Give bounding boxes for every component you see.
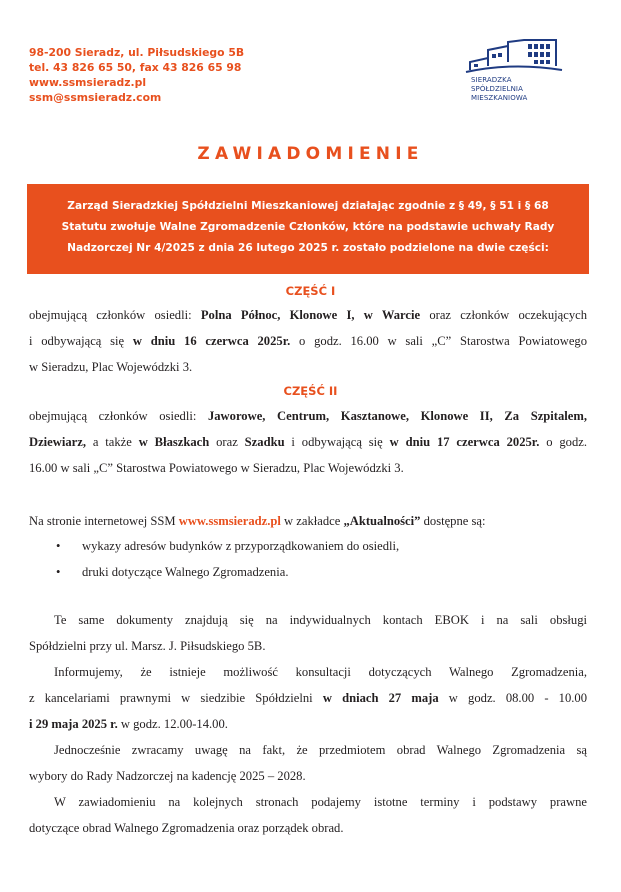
part-1-heading: CZĘŚĆ I xyxy=(285,284,336,298)
company-logo xyxy=(462,36,572,112)
paragraph-line: Spółdzielni przy ul. Marsz. J. Piłsudskiego 5B. xyxy=(29,639,266,653)
ssm-website-link[interactable]: www.ssmsieradz.pl xyxy=(178,514,281,528)
paragraph-line: z kancelariami prawnymi w siedzibie Spółdzielni w dniach 27 maja w godz. 08.00 - 10.00 xyxy=(29,691,588,705)
part-2-heading: CZĘŚĆ II xyxy=(283,384,338,398)
website-link[interactable]: www.ssmsieradz.pl xyxy=(29,76,147,89)
part-1-text xyxy=(29,302,587,380)
logo-line-2: SPÓŁDZIELNIA xyxy=(471,84,523,93)
banner-line-2: Statutu zwołuje Walne Zgromadzenie Członków, które na podstawie uchwały Rady xyxy=(61,221,555,233)
paragraph-line: dotyczące obrad Walnego Zgromadzenia oraz porządek obrad. xyxy=(29,821,344,835)
paragraph-elections xyxy=(29,737,587,789)
logo-line-1: SIERADZKA xyxy=(471,76,512,84)
banner-line-3: Nadzorczej Nr 4/2025 z dnia 26 lutego 2025 r. zostało podzielone na dwie części: xyxy=(67,242,549,254)
paragraph-next-pages xyxy=(29,789,587,841)
paragraph-line: wybory do Rady Nadzorczej na kadencję 2025 – 2028. xyxy=(29,769,306,783)
paragraph-ebok xyxy=(29,607,587,659)
part-1-line-3: w Sieradzu, Plac Wojewódzki 3. xyxy=(29,360,193,374)
logo-line-3: MIESZKANIOWA xyxy=(471,93,528,102)
part-2-line-3: 16.00 w sali „C” Starostwa Powiatowego w Sieradzu, Plac Wojewódzki 3. xyxy=(29,461,404,475)
email-link[interactable]: ssm@ssmsieradz.com xyxy=(29,91,162,104)
part-1-line-1: obejmującą członków osiedli: Polna Północ, Klonowe I, w Warcie oraz członków oczekujących xyxy=(29,308,587,322)
intro-banner xyxy=(27,184,589,274)
paragraph-line: Jednocześnie zwracamy uwagę na fakt, że przedmiotem obrad Walnego Zgromadzenia są xyxy=(54,743,587,757)
list-item: • druki dotyczące Walnego Zgromadzenia. xyxy=(56,565,289,579)
part-2-line-2: Dziewiarz, a także w Błaszkach oraz Szadku i odbywającą się w dniu 17 czerwca 2025r. o godz. xyxy=(29,435,588,449)
part-2-text xyxy=(29,403,587,481)
website-info-line: Na stronie internetowej SSM www.ssmsieradz.pl w zakładce „Aktualności” dostępne są: xyxy=(29,514,486,528)
page-title: ZAWIADOMIENIE xyxy=(197,144,424,164)
paragraph-consultation xyxy=(29,659,587,737)
list-item: • wykazy adresów budynków z przyporządkowaniem do osiedli, xyxy=(56,539,400,553)
paragraph-line: Informujemy, że istnieje możliwość konsultacji dotyczących Walnego Zgromadzenia, xyxy=(54,665,587,679)
part-1-line-2: i odbywającą się w dniu 16 czerwca 2025r. o godz. 16.00 w sali „C” Starostwa Powiatowego xyxy=(29,334,588,348)
paragraph-line: i 29 maja 2025 r. w godz. 12.00-14.00. xyxy=(29,717,228,731)
paragraph-line: W zawiadomieniu na kolejnych stronach podajemy istotne terminy i podstawy prawne xyxy=(54,795,587,809)
banner-line-1: Zarząd Sieradzkiej Spółdzielni Mieszkaniowej działając zgodnie z § 49, § 51 i § 68 xyxy=(67,200,549,212)
part-2-line-1: obejmującą członków osiedli: Jaworowe, Centrum, Kasztanowe, Klonowe II, Za Szpitalem, xyxy=(29,409,588,423)
website-info xyxy=(29,508,587,534)
address-text: 98-200 Sieradz, ul. Piłsudskiego 5B xyxy=(29,46,245,59)
contact-block xyxy=(29,45,244,105)
phone-text: tel. 43 826 65 50, fax 43 826 65 98 xyxy=(29,61,242,74)
paragraph-line: Te same dokumenty znajdują się na indywidualnych kontach EBOK i na sali obsługi xyxy=(54,613,587,627)
